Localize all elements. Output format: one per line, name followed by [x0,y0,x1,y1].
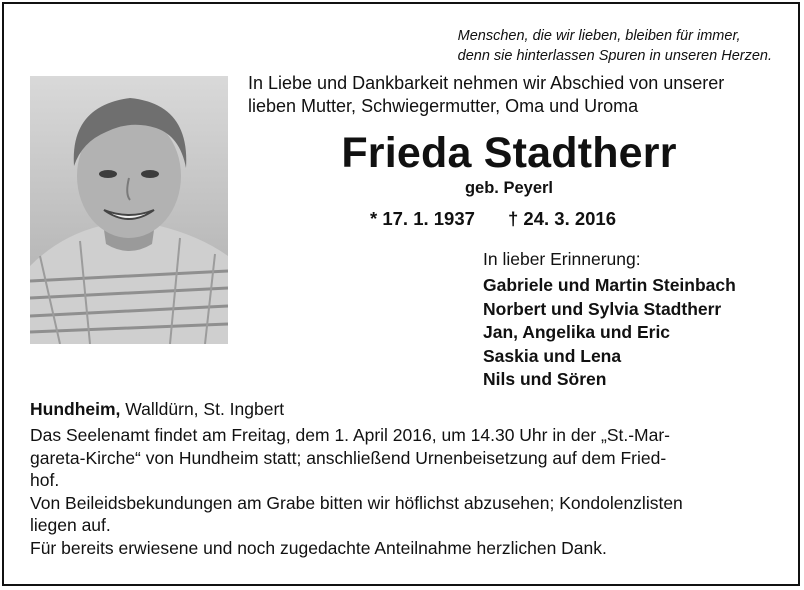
birth-date: * 17. 1. 1937 [370,208,475,229]
funeral-notice-text [30,424,774,559]
location-main: Hundheim, [30,399,121,419]
notice-line-2: gareta-Kirche“ von Hundheim statt; anschließend Urnenbeisetzung auf dem Fried- [30,447,667,468]
mourner-name: Saskia und Lena [483,345,622,366]
death-date: † 24. 3. 2016 [508,208,617,229]
intro-line-2: lieben Mutter, Schwiegermutter, Oma und Uroma [248,96,639,116]
memorial-quote [458,26,772,66]
deceased-name: Frieda Stadtherr [341,129,677,177]
quote-line-1: Menschen, die wir lieben, bleiben für immer, [457,28,741,44]
location-rest: Walldürn, St. Ingbert [120,399,285,419]
intro-text [248,72,724,118]
mourner-name: Nils und Sören [483,369,607,389]
location-line [30,398,284,420]
intro-line-1: In Liebe und Dankbarkeit nehmen wir Abschied von unserer [248,73,725,93]
mourner-name: Norbert und Sylvia Stadtherr [483,298,722,319]
notice-line-1: Das Seelenamt findet am Freitag, dem 1. April 2016, um 14.30 Uhr in der „St.-Mar- [30,425,671,445]
mourner-name: Jan, Angelika und Eric [483,322,671,342]
notice-line-5: liegen auf. [30,515,111,535]
notice-line-6: Für bereits erwiesene und noch zugedachte Anteilnahme herzlichen Dank. [30,537,607,558]
notice-line-4: Von Beileidsbekundungen am Grabe bitten wir höflichst abzusehen; Kondolenzlisten [30,492,683,513]
portrait-illustration [30,76,228,344]
remembrance-heading: In lieber Erinnerung: [483,249,641,269]
mourners-list [483,274,736,392]
maiden-name: geb. Peyerl [464,179,554,197]
quote-line-2: denn sie hinterlassen Spuren in unseren Herzen. [457,48,772,64]
notice-line-3: hof. [30,470,60,490]
mourner-name: Gabriele und Martin Steinbach [483,275,736,295]
portrait-photo [30,76,228,344]
